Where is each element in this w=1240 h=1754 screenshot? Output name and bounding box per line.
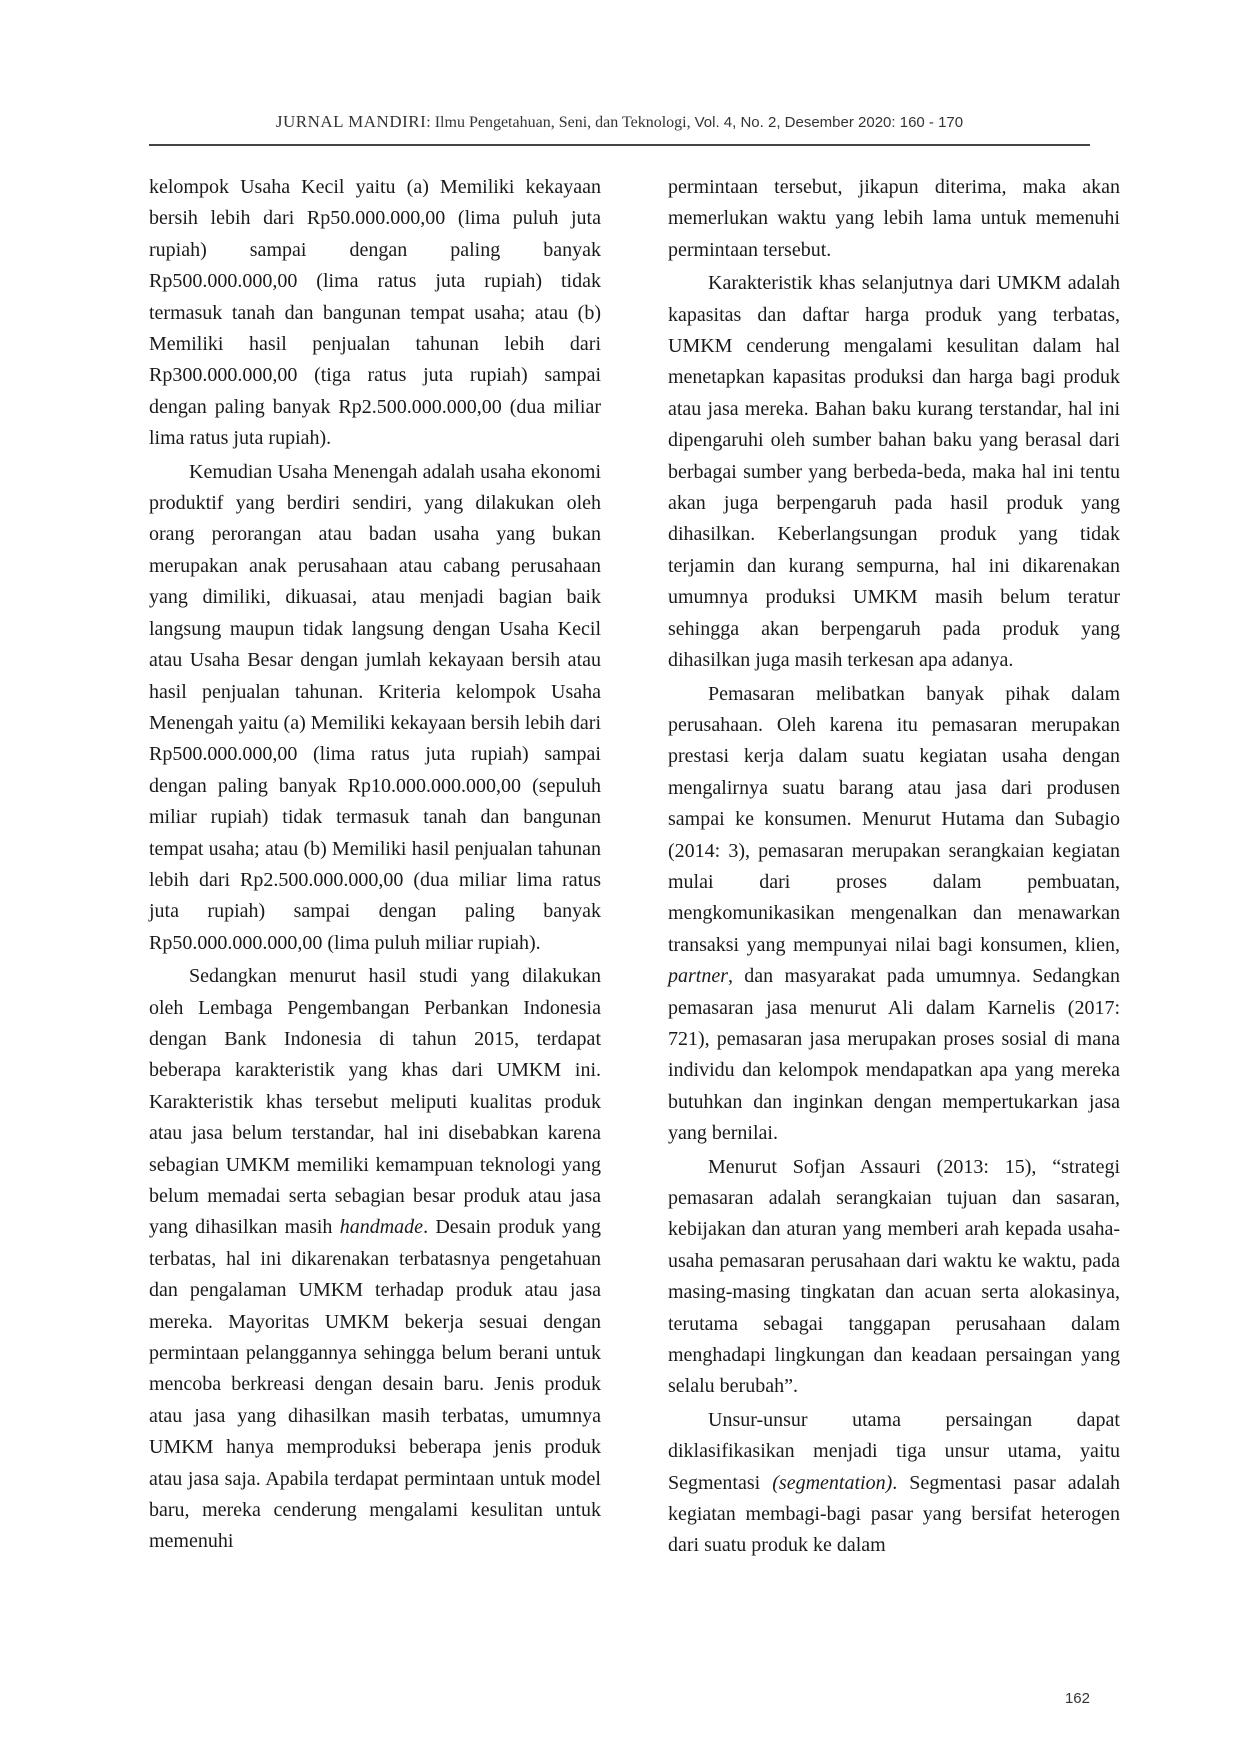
text-run: , dan masyarakat pada umumnya. Sedangkan pemasaran jasa menurut Ali dalam Karnelis (2017: 721), pemasaran jasa merupakan proses sosial di mana individu dan kelompok mendapatkan apa yang mereka butuhkan dan inginkan dengan mempertukarkan jasa yang bernilai. <box>668 965 1120 1145</box>
right-column <box>668 172 1120 1564</box>
text-run: . Desain produk yang terbatas, hal ini dikarenakan terbatasnya pengetahuan dan pengalaman UMKM terhadap produk atau jasa mereka. Mayoritas UMKM bekerja sesuai dengan permintaan pelanggannya sehingga belum berani untuk mencoba berkreasi dengan desain baru. Jenis produk atau jasa yang dihasilkan masih terbatas, umumnya UMKM hanya memproduksi beberapa jenis produk atau jasa saja. Apabila terdapat permintaan untuk model baru, mereka cenderung mengalami kesulitan untuk memenuhi <box>149 1216 602 1553</box>
paragraph: Kemudian Usaha Menengah adalah usaha ekonomi produktif yang berdiri sendiri, yang dilakukan oleh orang perorangan atau badan usaha yang bukan merupakan anak perusahaan atau cabang perusahaan yang dimiliki, dikuasai, atau menjadi bagian baik langsung maupun tidak langsung dengan Usaha Kecil atau Usaha Besar dengan jumlah kekayaan bersih atau hasil penjualan tahunan. Kriteria kelompok Usaha Menengah yaitu (a) Memiliki kekayaan bersih lebih dari Rp500.000.000,00 (lima ratus juta rupiah) sampai dengan paling banyak Rp10.000.000.000,00 (sepuluh miliar rupiah) tidak termasuk tanah dan bangunan tempat usaha; atau (b) Memiliki hasil penjualan tahunan lebih dari Rp2.500.000.000,00 (dua miliar lima ratus juta rupiah) sampai dengan paling banyak Rp50.000.000.000,00 (lima puluh miliar rupiah). <box>149 460 601 954</box>
text-run: . Segmentasi pasar adalah kegiatan membagi-bagi pasar yang bersifat heterogen dari suatu produk ke dalam <box>668 1471 1120 1557</box>
text-run: Pemasaran melibatkan banyak pihak dalam perusahaan. Oleh karena itu pemasaran merupakan prestasi kerja dalam suatu kegiatan usaha dengan mengalirnya suatu barang atau jasa dari produsen sampai ke konsumen. Menurut Hutama dan Subagio (2014: 3), pemasaran merupakan serangkaian kegiatan mulai dari proses dalam pembuatan, mengkomunikasikan mengenalkan dan menawarkan transaksi yang mempunyai nilai bagi konsumen, klien, <box>668 682 1120 956</box>
journal-volume: Vol. 4, No. 2, Desember 2020: 160 - 170 <box>694 114 964 131</box>
paragraph <box>668 679 1120 1150</box>
left-column <box>149 172 601 1560</box>
journal-name: JURNAL MANDIRI <box>275 112 427 131</box>
paragraph: Menurut Sofjan Assauri (2013: 15), “strategi pemasaran adalah serangkaian tujuan dan sasaran, kebijakan dan aturan yang memberi arah kepada usaha-usaha pemasaran perusahaan dari waktu ke waktu, pada masing-masing tingkatan dan acuan serta alokasinya, terutama sebagai tanggapan perusahaan dalam menghadapi lingkungan dan keadaan persaingan yang selalu berubah”. <box>668 1155 1120 1398</box>
running-header <box>149 112 1090 132</box>
italic-term: (segmentation) <box>772 1471 893 1494</box>
paragraph: kelompok Usaha Kecil yaitu (a) Memiliki kekayaan bersih lebih dari Rp50.000.000,00 (lima puluh juta rupiah) sampai dengan paling banyak Rp500.000.000,00 (lima ratus juta rupiah) tidak termasuk tanah dan bangunan tempat usaha; atau (b) Memiliki hasil penjualan tahunan lebih dari Rp300.000.000,00 (tiga ratus juta rupiah) sampai dengan paling banyak Rp2.500.000.000,00 (dua miliar lima ratus juta rupiah). <box>149 176 601 450</box>
paragraph: permintaan tersebut, jikapun diterima, maka akan memerlukan waktu yang lebih lama untuk memenuhi permintaan tersebut. <box>668 176 1120 261</box>
header-rule <box>149 144 1090 146</box>
page-number: 162 <box>1064 1690 1090 1707</box>
paragraph <box>149 961 601 1558</box>
text-run: Sedangkan menurut hasil studi yang dilakukan oleh Lembaga Pengembangan Perbankan Indonesia dengan Bank Indonesia di tahun 2015, terdapat beberapa karakteristik yang khas dari UMKM ini. Karakteristik khas tersebut meliputi kualitas produk atau jasa belum terstandar, hal ini disebabkan karena sebagian UMKM memiliki kemampuan teknologi yang belum memadai serta sebagian besar produk atau jasa yang dihasilkan masih <box>149 965 601 1239</box>
italic-term: handmade <box>339 1216 424 1239</box>
text-run: Unsur-unsur utama persaingan dapat diklasifikasikan menjadi tiga unsur utama, yaitu Segmentasi <box>668 1408 1120 1494</box>
italic-term: partner <box>668 965 728 988</box>
paragraph <box>668 1405 1120 1562</box>
journal-subtitle: : Ilmu Pengetahuan, Seni, dan Teknologi, <box>426 114 695 131</box>
paragraph: Karakteristik khas selanjutnya dari UMKM adalah kapasitas dan daftar harga produk yang terbatas, UMKM cenderung mengalami kesulitan dalam hal menetapkan kapasitas produksi dan harga bagi produk atau jasa mereka. Bahan baku kurang terstandar, hal ini dipengaruhi oleh sumber bahan baku yang berasal dari berbagai sumber yang berbeda-beda, maka hal ini tentu akan juga berpengaruh pada hasil produk yang dihasilkan. Keberlangsungan produk yang tidak terjamin dan kurang sempurna, hal ini dikarenakan umumnya produksi UMKM masih belum teratur sehingga akan berpengaruh pada produk yang dihasilkan juga masih terkesan apa adanya. <box>668 272 1120 672</box>
